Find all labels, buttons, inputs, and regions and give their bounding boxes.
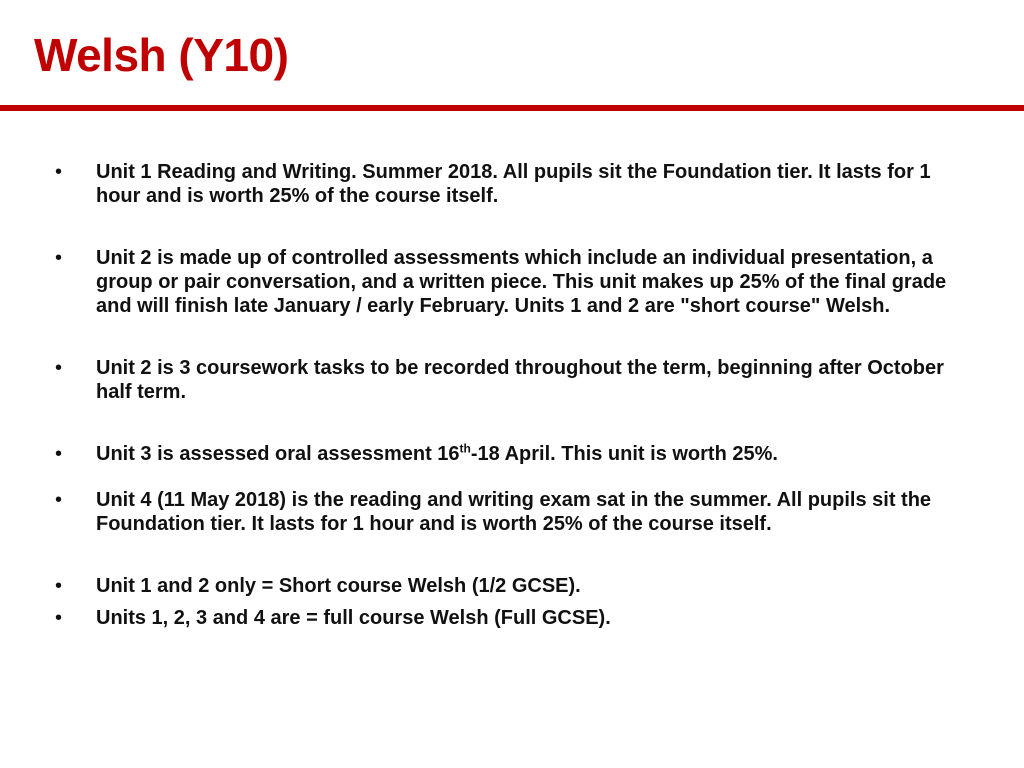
bullet-icon: • xyxy=(55,489,63,511)
bullet-icon: • xyxy=(55,161,63,183)
title-underline xyxy=(0,105,1024,111)
bullet-item-unit2-controlled xyxy=(55,246,965,318)
slide-title: Welsh (Y10) xyxy=(34,29,289,81)
bullet-item-short-course xyxy=(55,574,965,598)
bullet-text-superscript: th xyxy=(459,441,471,456)
bullet-item-unit1 xyxy=(55,160,965,208)
bullet-text: Units 1, 2, 3 and 4 are = full course Welsh (Full GCSE). xyxy=(96,607,611,629)
bullet-item-unit3 xyxy=(55,442,965,466)
bullet-icon: • xyxy=(55,575,63,597)
bullet-text: Unit 4 (11 May 2018) is the reading and writing exam sat in the summer. All pupils sit the Foundation tier. It lasts for 1 hour and is worth 25% of the course itself. xyxy=(96,489,932,535)
bullet-text-after: -18 April. This unit is worth 25%. xyxy=(470,443,778,465)
bullet-item-full-course xyxy=(55,606,965,630)
bullet-text: Unit 2 is made up of controlled assessments which include an individual presentation, a group or pair conversation, and a written piece. This unit makes up 25% of the final grade and will finish late January / early February. Units 1 and 2 are "short course" Welsh. xyxy=(96,247,947,317)
bullet-text-before: Unit 3 is assessed oral assessment 16 xyxy=(96,443,460,465)
bullet-icon: • xyxy=(55,357,63,379)
bullet-item-unit4 xyxy=(55,488,965,536)
bullet-icon: • xyxy=(55,443,63,465)
bullet-icon: • xyxy=(55,607,63,629)
bullet-text: Unit 2 is 3 coursework tasks to be recorded throughout the term, beginning after October half term. xyxy=(96,357,944,403)
bullet-icon: • xyxy=(55,247,63,269)
bullet-item-unit2-coursework xyxy=(55,356,965,404)
bullet-text: Unit 1 Reading and Writing. Summer 2018. All pupils sit the Foundation tier. It lasts for 1 hour and is worth 25% of the course itself. xyxy=(96,161,931,207)
bullet-text: Unit 1 and 2 only = Short course Welsh (1/2 GCSE). xyxy=(96,575,581,597)
bullet-list xyxy=(55,160,965,630)
